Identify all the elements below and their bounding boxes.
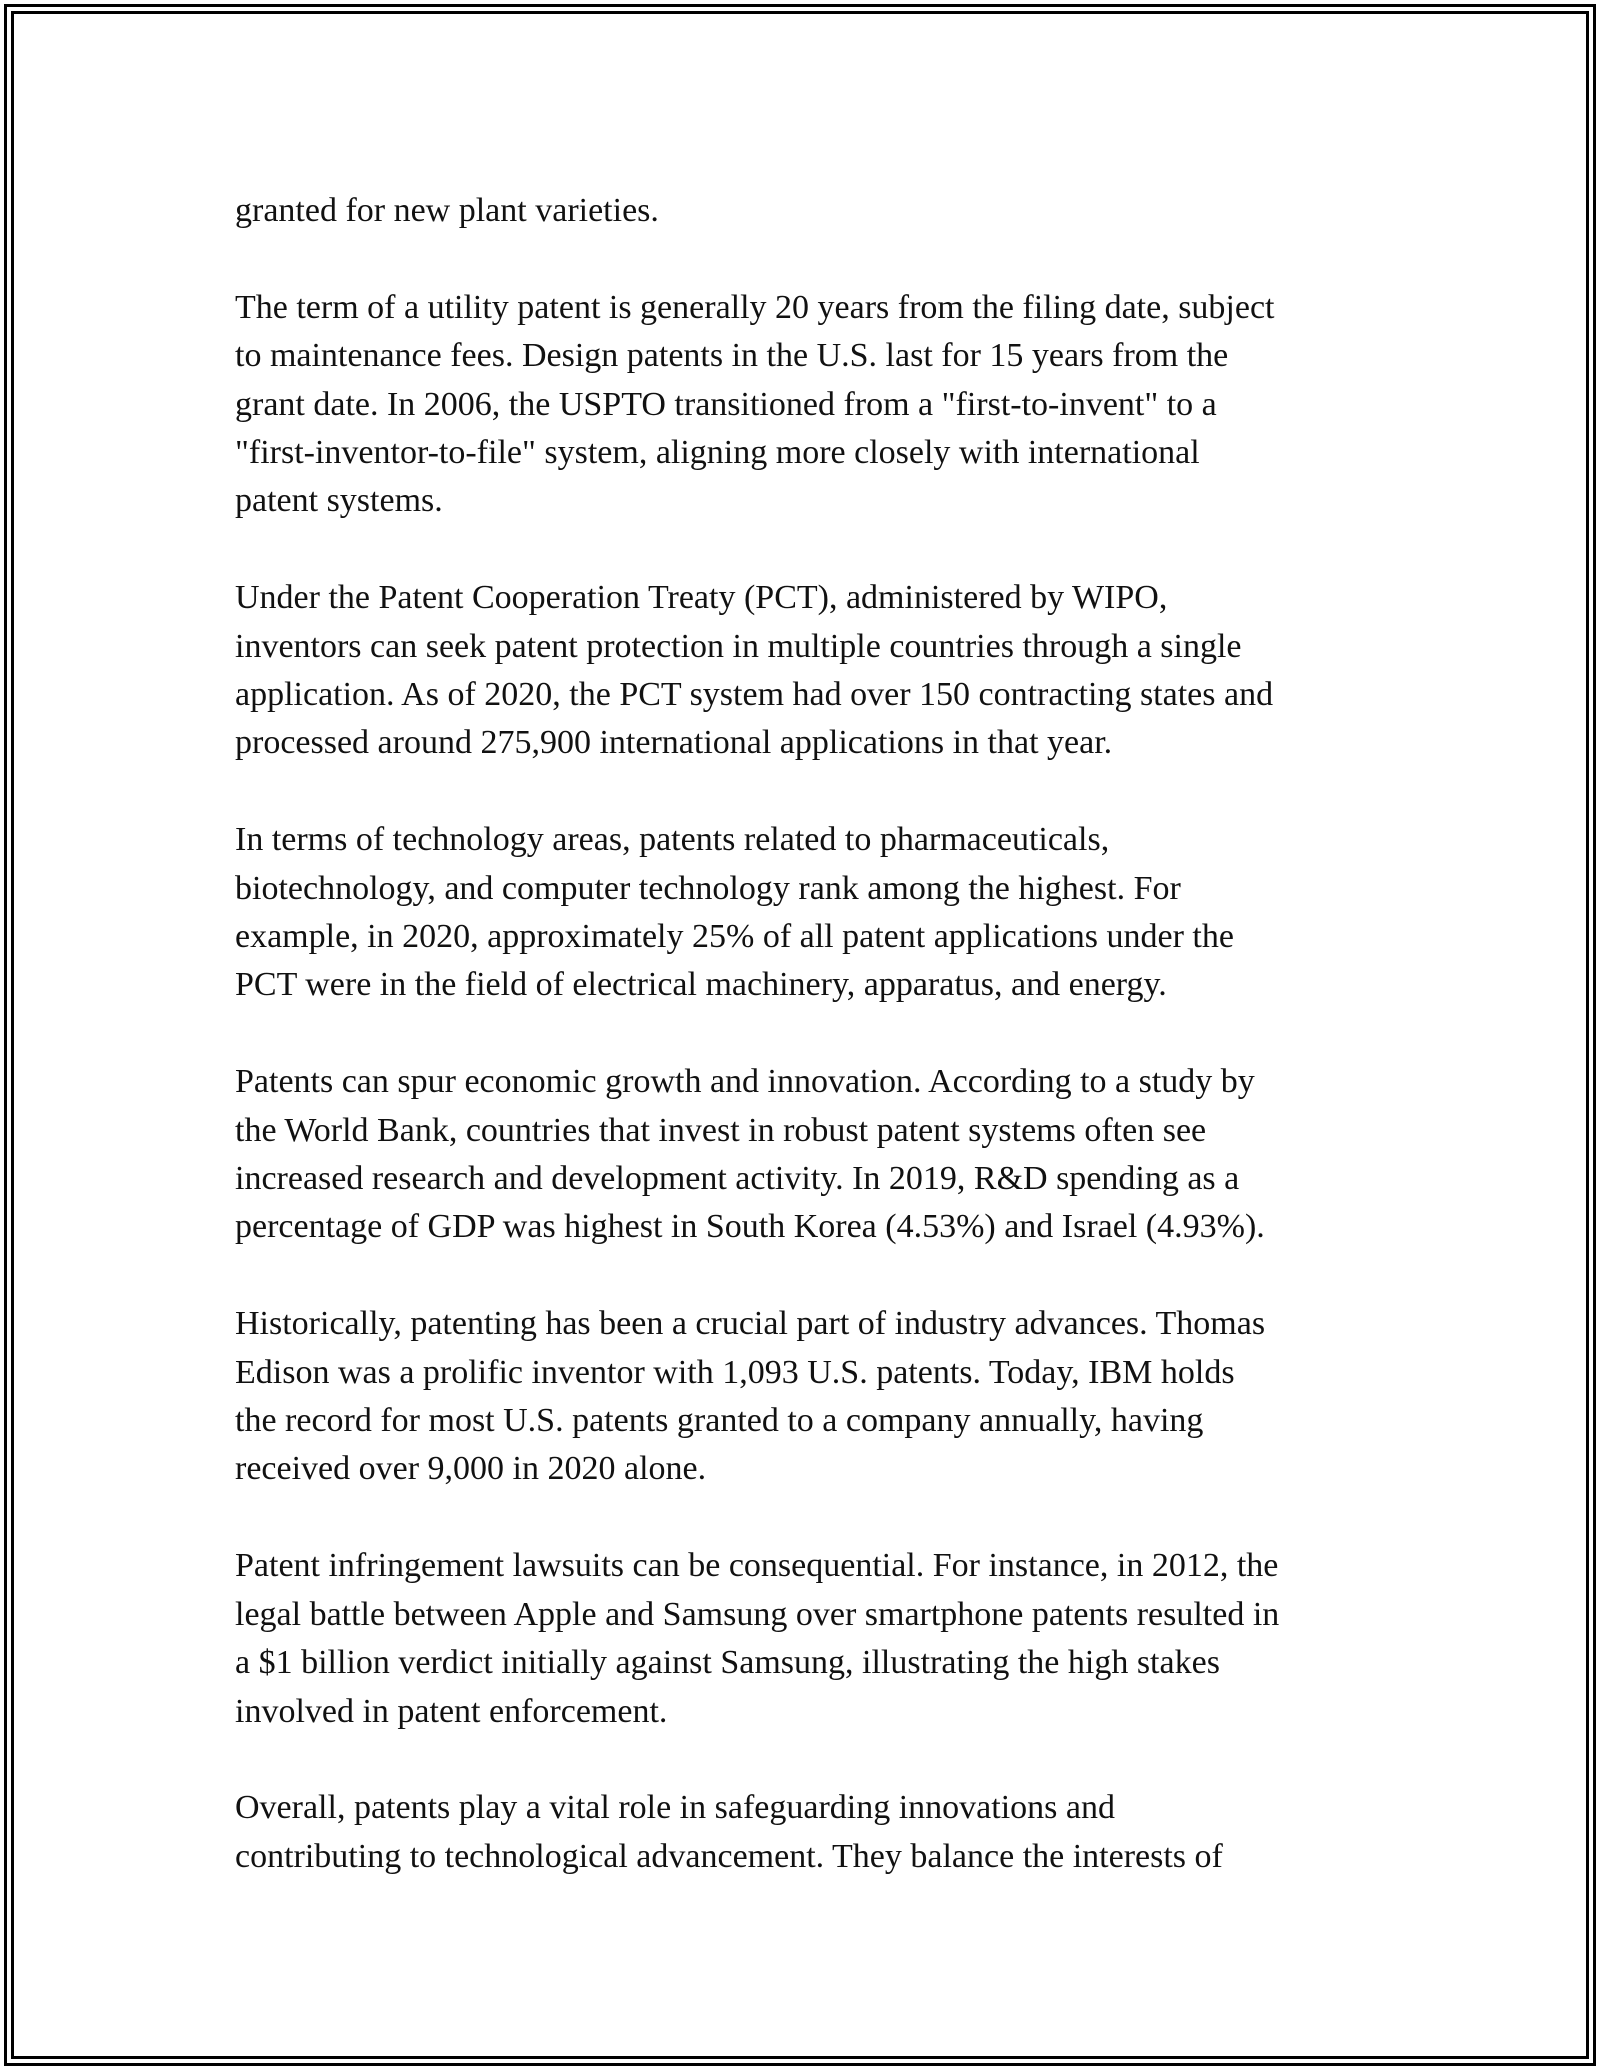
paragraph-overall: Overall, patents play a vital role in safeguarding innovations and contributing to technological advancement. They balance the interests of: [235, 1789, 1223, 1875]
paragraph-economic-growth: Patents can spur economic growth and innovation. According to a study by the World Bank, countries that invest in robust patent systems often see increased research and development activity. In 2019, R&D spending as a percentage of GDP was highest in South Korea (4.53%) and Israel (4.93%).: [235, 1063, 1265, 1246]
document-body: [235, 187, 1375, 1881]
paragraph-history: Historically, patenting has been a crucial part of industry advances. Thomas Edison was a prolific inventor with 1,093 U.S. patents. Today, IBM holds the record for most U.S. patents granted to a company annually, having received over 9,000 in 2020 alone.: [235, 1305, 1266, 1488]
paragraph-technology-areas: In terms of technology areas, patents related to pharmaceuticals, biotechnology, and computer technology rank among the highest. For example, in 2020, approximately 25% of all patent applications under the PCT were in the field of electrical machinery, apparatus, and energy.: [235, 821, 1234, 1004]
paragraph-pct: Under the Patent Cooperation Treaty (PCT), administered by WIPO, inventors can seek patent protection in multiple countries through a single application. As of 2020, the PCT system had over 150 contracting states and processed around 275,900 international applications in that year.: [235, 579, 1274, 762]
paragraph-plant-varieties: granted for new plant varieties.: [235, 192, 659, 229]
paragraph-patent-term: The term of a utility patent is generally 20 years from the filing date, subject to maintenance fees. Design patents in the U.S. last for 15 years from the grant date. In 2006, the USPTO transitioned from a "first-to-invent" to a "first-inventor-to-file" system, aligning more closely with international patent systems.: [235, 288, 1275, 520]
paragraph-infringement: Patent infringement lawsuits can be consequential. For instance, in 2012, the legal battle between Apple and Samsung over smartphone patents resulted in a $1 billion verdict initially against Samsung, illustrating the high stakes involved in patent enforcement.: [235, 1547, 1280, 1730]
